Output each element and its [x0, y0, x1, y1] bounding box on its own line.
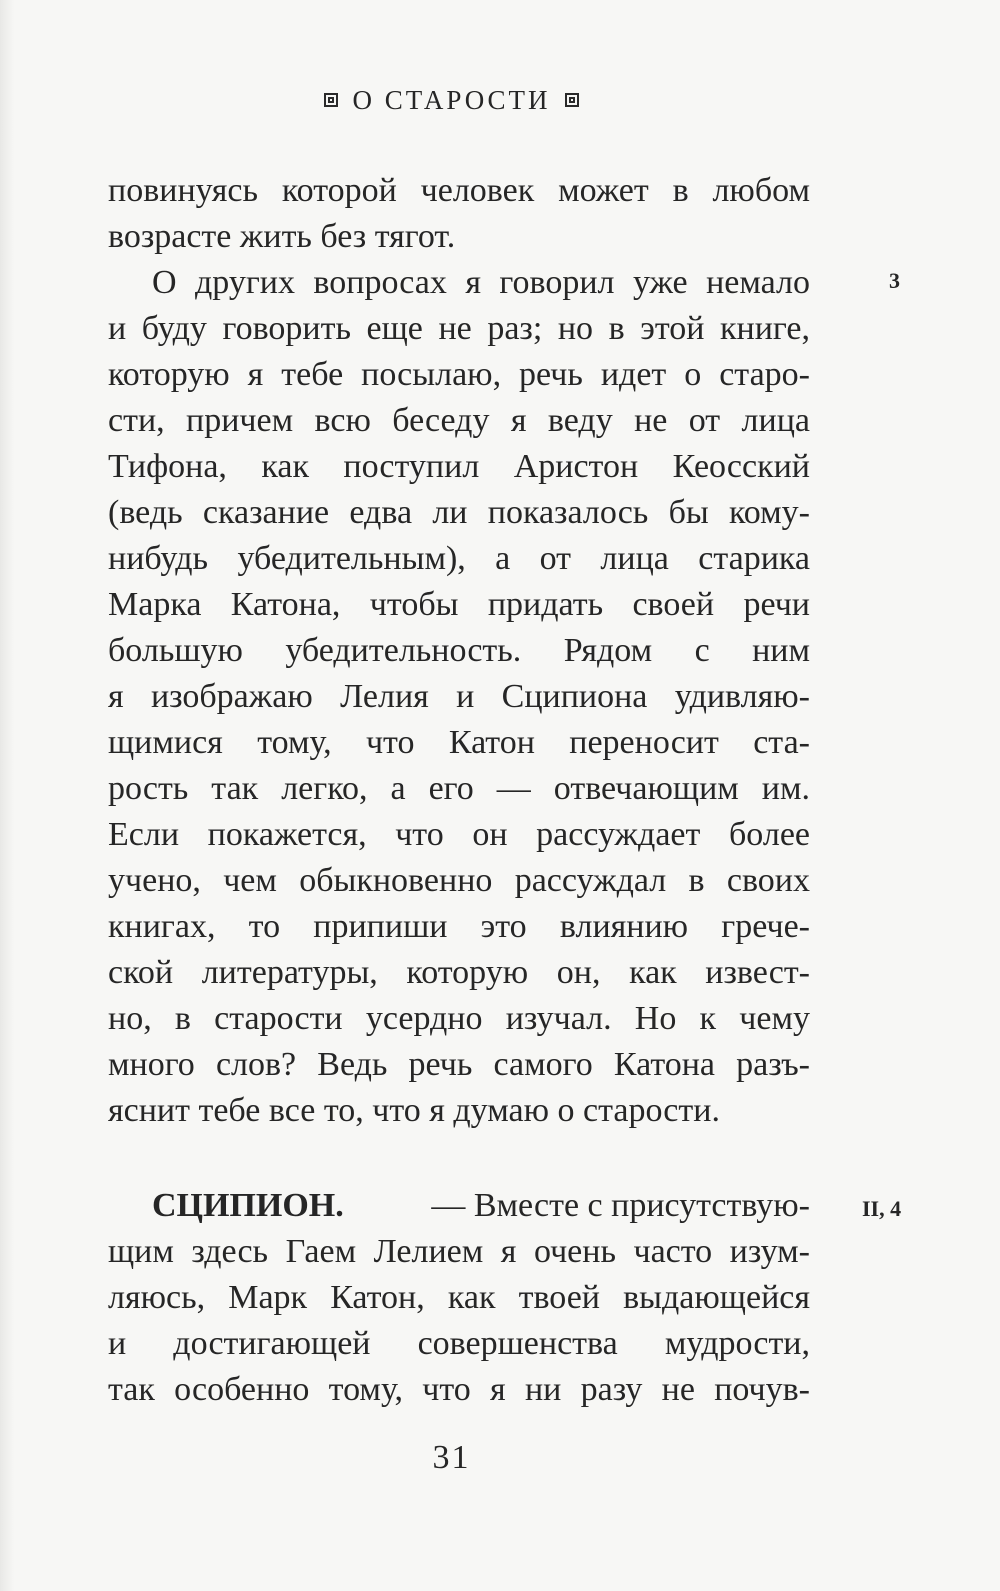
running-head-title: О СТАРОСТИ: [352, 85, 551, 115]
text-line: и буду говорить еще не раз; но в этой книге,: [108, 310, 810, 347]
text-line: книгах, то припиши это влиянию грече-: [108, 908, 810, 945]
text-line: так особенно тому, что я ни разу не почув-: [108, 1371, 810, 1408]
text-line: сти, причем всю беседу я веду не от лица: [108, 402, 810, 439]
speaker-name: СЦИПИОН.: [152, 1187, 344, 1224]
dialogue-first-line: [152, 1183, 810, 1229]
page-edge-shadow: [0, 0, 14, 1591]
text-line: (ведь сказание едва ли показалось бы кому-: [108, 494, 810, 531]
text-line: учено, чем обыкновенно рассуждал в своих: [108, 862, 810, 899]
section-marker-3: 3: [889, 268, 900, 293]
page-number: 31: [432, 1439, 471, 1476]
ornament-right-icon: [565, 93, 579, 107]
ornament-left-icon: [324, 93, 338, 107]
text-line: большую убедительность. Рядом с ним: [108, 632, 810, 669]
dialogue-first-line-text: — Вместе с присутствую-: [431, 1187, 810, 1224]
text-line: но, в старости усердно изучал. Но к чему: [108, 1000, 810, 1037]
text-line: возрасте жить без тягот.: [108, 218, 456, 255]
text-line: рость так легко, а его — отвечающим им.: [108, 770, 810, 807]
text-line: О других вопросах я говорил уже немало: [152, 264, 810, 301]
text-line: и достигающей совершенства мудрости,: [108, 1325, 810, 1362]
text-line: ской литературы, которую он, как извест-: [108, 954, 810, 991]
text-line: щим здесь Гаем Лелием я очень часто изум-: [108, 1233, 810, 1270]
text-line: Если покажется, что он рассуждает более: [108, 816, 810, 853]
text-line: которую я тебе посылаю, речь идет о старо-: [108, 356, 810, 393]
text-line: Марка Катона, чтобы придать своей речи: [108, 586, 810, 623]
text-line: повинуясь которой человек может в любом: [108, 172, 810, 209]
text-line: много слов? Ведь речь самого Катона разъ-: [108, 1046, 810, 1083]
text-line: щимися тому, что Катон переносит ста-: [108, 724, 810, 761]
running-head: [0, 80, 903, 120]
text-line: Тифона, как поступил Аристон Кеосский: [108, 448, 810, 485]
section-marker-ii-4: II, 4: [862, 1196, 902, 1221]
text-line: я изображаю Лелия и Сципиона удивляю-: [108, 678, 810, 715]
text-line: нибудь убедительным), а от лица старика: [108, 540, 810, 577]
text-line: яснит тебе все то, что я думаю о старости.: [108, 1092, 720, 1129]
text-line: ляюсь, Марк Катон, как твоей выдающейся: [108, 1279, 810, 1316]
